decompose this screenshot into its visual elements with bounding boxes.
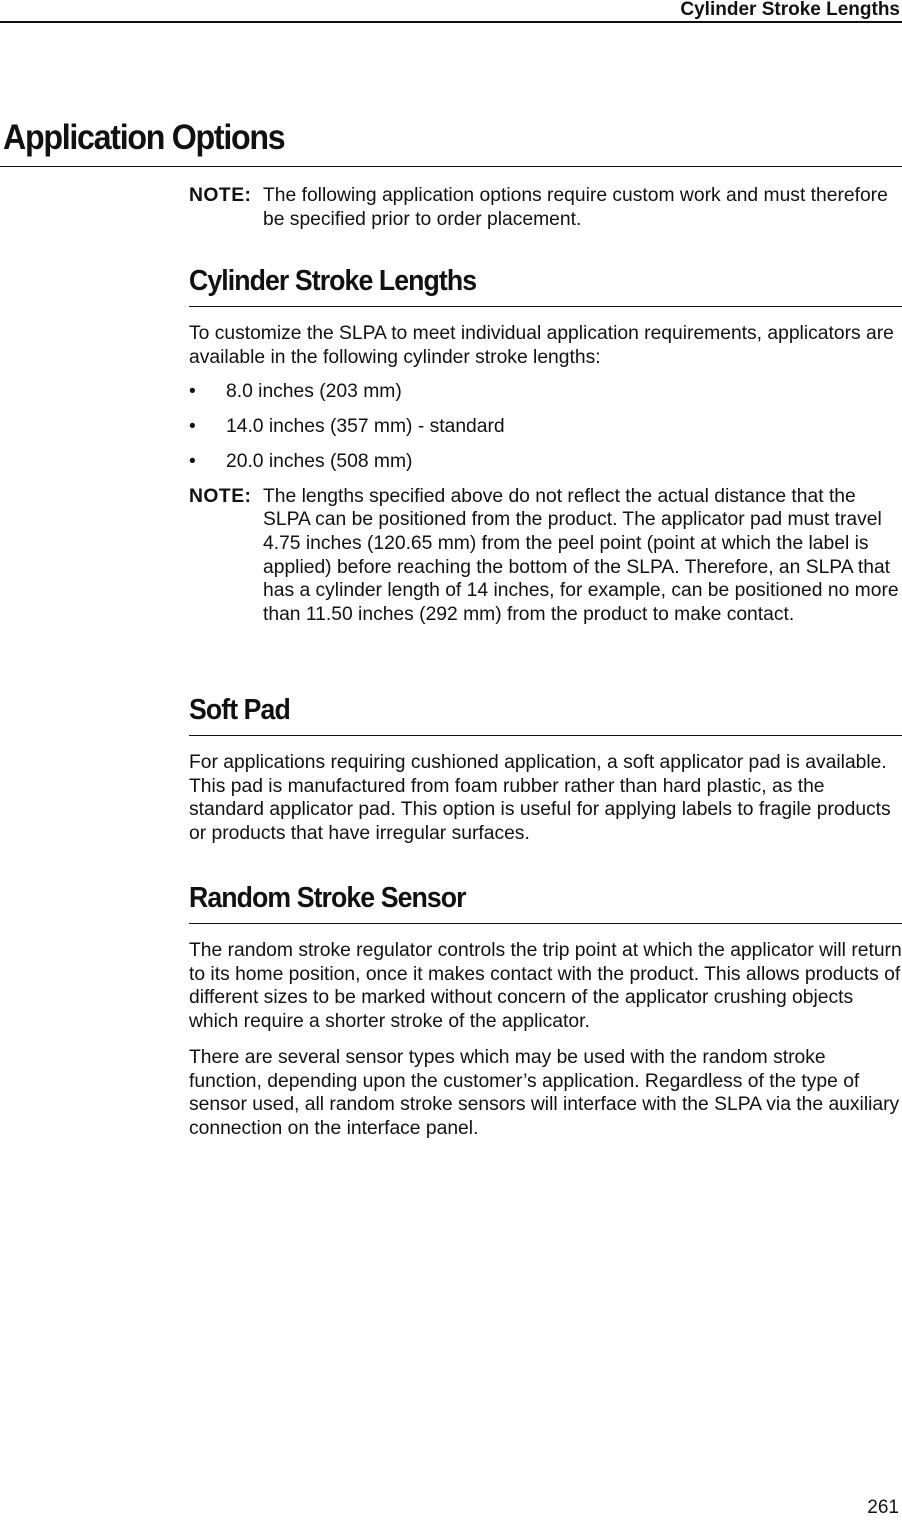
note-label: NOTE: <box>189 485 252 507</box>
page-number: 261 <box>867 1497 899 1518</box>
stroke-length-list <box>189 380 902 473</box>
section-rule <box>189 306 902 307</box>
soft-pad-body: For applications requiring cushioned application, a soft applicator pad is available. This pad is manufactured from foam rubber rather than hard plastic, as the standard applicator pad. This option is useful for applying labels to fragile products or products that have irregular surfaces. <box>189 752 891 845</box>
cylinder-note <box>189 485 902 627</box>
header-rule <box>0 21 902 23</box>
random-stroke-body-1: The random stroke regulator controls the trip point at which the applicator will return to its home position, once it makes contact with the product. This allows products of different sizes to be marked without concern of the applicator crushing objects which require a shorter stroke of the applicator. <box>189 940 902 1033</box>
chapter-rule <box>0 166 902 167</box>
note-label: NOTE: <box>189 185 252 206</box>
section-rule <box>189 923 902 924</box>
section-cylinder-stroke-lengths <box>189 264 902 627</box>
section-random-stroke-sensor <box>189 881 902 1141</box>
list-item: • 14.0 inches (357 mm) - standard <box>189 416 505 438</box>
bullet-icon: • <box>189 381 196 403</box>
chapter-note-block <box>189 184 902 231</box>
section-rule <box>189 735 902 736</box>
section-title-soft-pad: Soft Pad <box>189 694 290 726</box>
chapter-title: Application Options <box>3 118 285 157</box>
note-text: The following application options require custom work and must therefore be specified prior to order placement. <box>263 185 888 230</box>
bullet-icon: • <box>189 450 196 472</box>
list-item: • 20.0 inches (508 mm) <box>189 450 413 472</box>
running-header: Cylinder Stroke Lengths <box>680 0 900 20</box>
list-item: • 8.0 inches (203 mm) <box>189 381 402 403</box>
cylinder-intro: To customize the SLPA to meet individual application requirements, applicators are available in the following cylinder stroke lengths: <box>189 323 894 368</box>
section-title-random-stroke: Random Stroke Sensor <box>189 882 466 914</box>
bullet-icon: • <box>189 416 196 438</box>
random-stroke-body-2: There are several sensor types which may be used with the random stroke function, depending upon the customer’s application. Regardless of the type of sensor used, all random stroke sensors will interface with the SLPA via the auxiliary connection on the interface panel. <box>189 1046 900 1139</box>
note-text: The lengths specified above do not reflect the actual distance that the SLPA can be positioned from the product. The applicator pad must travel 4.75 inches (120.65 mm) from the peel point (point at which the label is applied) before reaching the bottom of the SLPA. Therefore, an SLPA that has a cylinder length of 14 inches, for example, can be positioned no more than 11.50 inches (292 mm) from the product to make contact. <box>263 485 899 626</box>
chapter-note <box>189 184 902 231</box>
section-soft-pad <box>189 693 902 846</box>
section-title-cylinder: Cylinder Stroke Lengths <box>189 265 477 297</box>
